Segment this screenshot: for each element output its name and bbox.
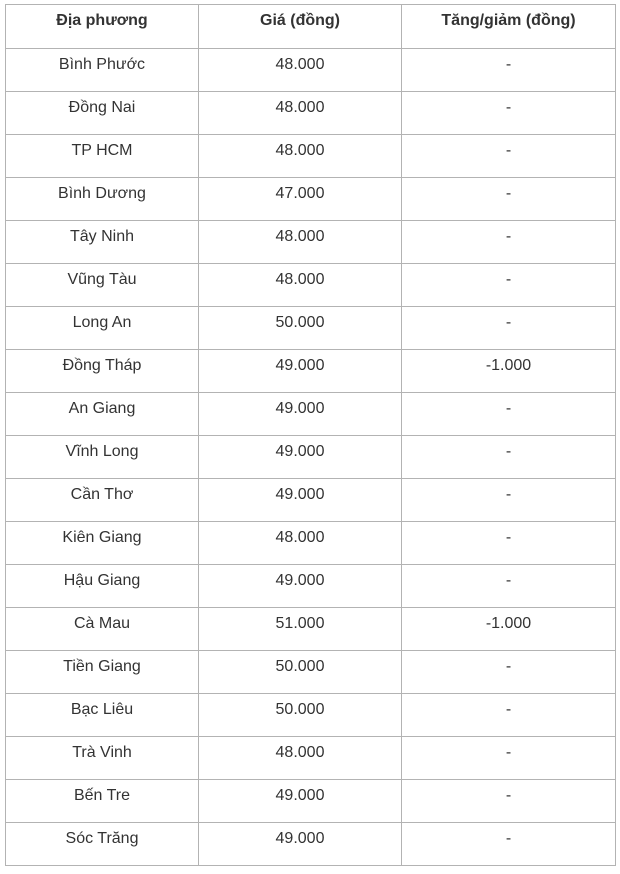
price-cell: 48.000 — [199, 49, 402, 92]
location-cell: Cà Mau — [6, 608, 199, 651]
table-row — [6, 49, 616, 92]
table-row — [6, 565, 616, 608]
change-cell: - — [402, 135, 616, 178]
location-cell: Bình Phước — [6, 49, 199, 92]
table-row — [6, 350, 616, 393]
price-cell: 49.000 — [199, 436, 402, 479]
location-cell: Vĩnh Long — [6, 436, 199, 479]
location-cell: Hậu Giang — [6, 565, 199, 608]
header-row — [6, 5, 616, 49]
location-cell: Bến Tre — [6, 780, 199, 823]
price-cell: 48.000 — [199, 264, 402, 307]
table-body — [6, 49, 616, 866]
table-row — [6, 479, 616, 522]
change-cell: - — [402, 393, 616, 436]
table-row — [6, 178, 616, 221]
location-cell: Kiên Giang — [6, 522, 199, 565]
change-cell: - — [402, 178, 616, 221]
change-cell: - — [402, 221, 616, 264]
change-cell: - — [402, 522, 616, 565]
header-location: Địa phương — [6, 5, 199, 49]
change-cell: - — [402, 49, 616, 92]
price-cell: 51.000 — [199, 608, 402, 651]
price-cell: 48.000 — [199, 135, 402, 178]
price-cell: 49.000 — [199, 780, 402, 823]
location-cell: Đồng Nai — [6, 92, 199, 135]
price-cell: 49.000 — [199, 393, 402, 436]
location-cell: Tiền Giang — [6, 651, 199, 694]
table-row — [6, 92, 616, 135]
price-cell: 48.000 — [199, 221, 402, 264]
table-row — [6, 694, 616, 737]
price-cell: 48.000 — [199, 522, 402, 565]
location-cell: An Giang — [6, 393, 199, 436]
change-cell: - — [402, 565, 616, 608]
change-cell: - — [402, 780, 616, 823]
table-row — [6, 608, 616, 651]
change-cell: - — [402, 92, 616, 135]
location-cell: Tây Ninh — [6, 221, 199, 264]
location-cell: Cần Thơ — [6, 479, 199, 522]
table-header — [6, 5, 616, 49]
location-cell: Bình Dương — [6, 178, 199, 221]
price-cell: 50.000 — [199, 651, 402, 694]
table-row — [6, 135, 616, 178]
header-price: Giá (đồng) — [199, 5, 402, 49]
table-row — [6, 737, 616, 780]
header-change: Tăng/giảm (đồng) — [402, 5, 616, 49]
price-cell: 48.000 — [199, 737, 402, 780]
table-row — [6, 651, 616, 694]
table-row — [6, 780, 616, 823]
table-row — [6, 823, 616, 866]
change-cell: - — [402, 479, 616, 522]
table-row — [6, 264, 616, 307]
price-cell: 49.000 — [199, 565, 402, 608]
price-cell: 48.000 — [199, 92, 402, 135]
table-row — [6, 436, 616, 479]
change-cell: - — [402, 307, 616, 350]
change-cell: - — [402, 823, 616, 866]
change-cell: - — [402, 694, 616, 737]
change-cell: - — [402, 651, 616, 694]
change-cell: - — [402, 436, 616, 479]
price-cell: 47.000 — [199, 178, 402, 221]
location-cell: Long An — [6, 307, 199, 350]
price-cell: 50.000 — [199, 694, 402, 737]
change-cell: -1.000 — [402, 350, 616, 393]
location-cell: Bạc Liêu — [6, 694, 199, 737]
price-cell: 50.000 — [199, 307, 402, 350]
price-cell: 49.000 — [199, 350, 402, 393]
price-table — [5, 4, 616, 866]
table-row — [6, 221, 616, 264]
change-cell: - — [402, 264, 616, 307]
location-cell: TP HCM — [6, 135, 199, 178]
table-row — [6, 393, 616, 436]
location-cell: Sóc Trăng — [6, 823, 199, 866]
location-cell: Trà Vinh — [6, 737, 199, 780]
location-cell: Đồng Tháp — [6, 350, 199, 393]
location-cell: Vũng Tàu — [6, 264, 199, 307]
change-cell: - — [402, 737, 616, 780]
table-row — [6, 522, 616, 565]
price-cell: 49.000 — [199, 823, 402, 866]
price-cell: 49.000 — [199, 479, 402, 522]
table-row — [6, 307, 616, 350]
change-cell: -1.000 — [402, 608, 616, 651]
